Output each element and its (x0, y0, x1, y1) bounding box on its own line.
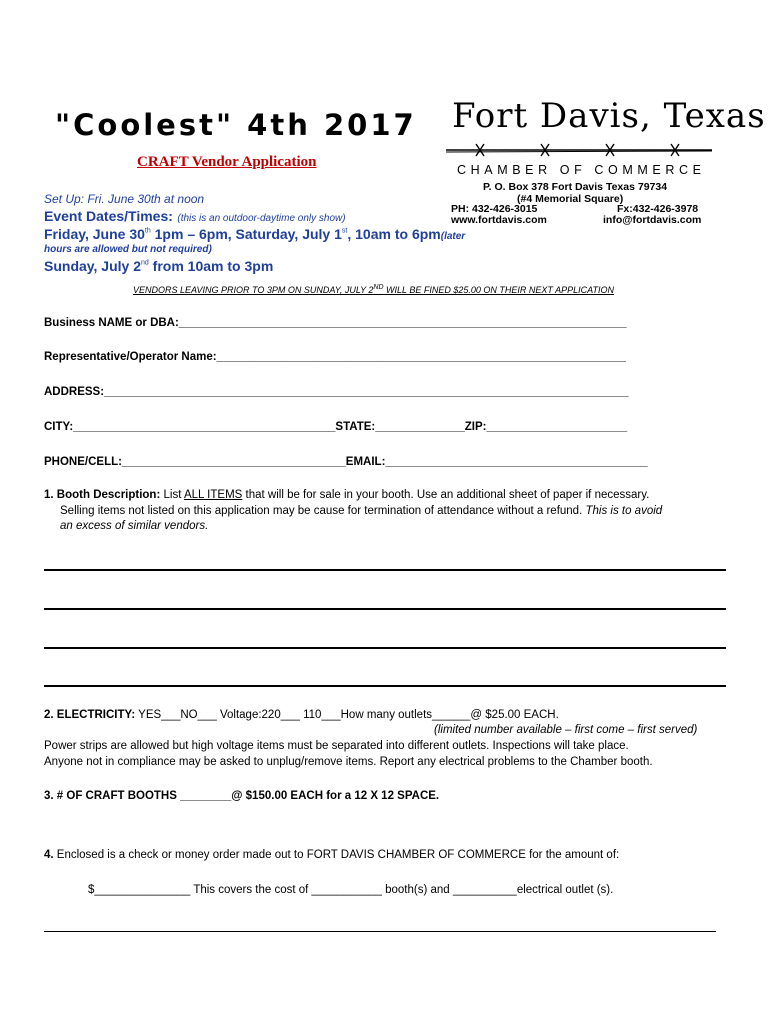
event-line1-b: 1pm – 6pm, Saturday, July 1 (150, 226, 342, 242)
electricity-label: 2. ELECTRICITY: (44, 709, 136, 721)
logo-org: CHAMBER OF COMMERCE (457, 163, 706, 177)
bottom-divider (44, 931, 716, 932)
booth-line2-italic: This is to avoid (585, 505, 663, 517)
address-field[interactable]: ADDRESS:__________________________________________________________________________________ (44, 386, 629, 398)
business-name-field[interactable]: Business NAME or DBA:______________________________________________________________________ (44, 317, 627, 329)
booth-num: 1. (44, 489, 54, 501)
fine-warning-b: WILL BE FINED $25.00 ON THEIR NEXT APPLICATION (383, 285, 614, 295)
electricity-line2: Power strips are allowed but high voltage items must be separated into different outlets. Inspections will take place. (44, 740, 629, 752)
booth-description-line-4[interactable] (44, 685, 726, 687)
electricity-section[interactable] (44, 709, 559, 721)
event-line1-sup1: th (144, 227, 151, 235)
craft-booths-field[interactable]: 3. # OF CRAFT BOOTHS ________@ $150.00 EACH for a 12 X 12 SPACE. (44, 790, 440, 802)
booth-label: Booth Description: (56, 489, 161, 501)
booth-description-line-1[interactable] (44, 569, 726, 571)
booth-description-line-3[interactable] (44, 647, 726, 649)
booth-description-line-2[interactable] (44, 608, 726, 610)
electricity-limited: (limited number available – first come – first served) (434, 724, 698, 736)
fine-warning-sup: ND (373, 284, 384, 291)
barbed-wire-icon (446, 140, 712, 160)
booth-line2 (60, 505, 662, 517)
payment-amount-field[interactable]: $_______________ This covers the cost of ___________ booth(s) and __________electrical outlet (s). (88, 884, 614, 896)
event-line1 (44, 226, 465, 244)
event-line2-b: from 10am to 3pm (148, 258, 274, 274)
booth-description (44, 489, 649, 501)
event-line2-sup: nd (141, 259, 149, 267)
setup-time: Set Up: Fri. June 30th at noon (44, 192, 205, 206)
logo-name: Fort Davis, Texas (452, 96, 766, 136)
logo-email: info@fortdavis.com (603, 214, 702, 226)
logo-phone: PH: 432-426-3015 (451, 203, 538, 215)
payment-section (44, 849, 619, 861)
event-line1-a: Friday, June 30 (44, 226, 145, 242)
event-dates-label: Event Dates/Times: (44, 208, 173, 224)
event-line1-c: , 10am to 6pm (347, 226, 441, 242)
event-line1-note: (later (440, 231, 466, 242)
electricity-line3: Anyone not in compliance may be asked to unplug/remove items. Report any electrical problems to the Chamber booth. (44, 756, 653, 768)
fine-warning (133, 284, 614, 295)
event-title: "Coolest" 4th 2017 (55, 108, 417, 142)
logo-web: www.fortdavis.com (451, 214, 547, 226)
payment-num: 4. (44, 849, 54, 861)
event-dates-note: (this is an outdoor-daytime only show) (177, 213, 346, 224)
booth-line2-text: Selling items not listed on this application may be cause for termination of attendance without a refund. (60, 505, 586, 517)
booth-line3: an excess of similar vendors. (60, 520, 209, 532)
event-line1-note2: hours are allowed but not required) (44, 244, 212, 255)
logo-address1: P. O. Box 378 Fort Davis Texas 79734 (483, 181, 668, 193)
payment-text: Enclosed is a check or money order made out to FORT DAVIS CHAMBER OF COMMERCE for the amount of: (53, 849, 620, 861)
booth-all-items: ALL ITEMS (183, 489, 243, 501)
event-line2-a: Sunday, July 2 (44, 258, 141, 274)
logo-fax: Fx:432-426-3978 (617, 203, 699, 215)
city-state-zip-field[interactable]: CITY:_________________________________________STATE:______________ZIP:______________________ (44, 421, 628, 433)
event-line2 (44, 258, 273, 276)
electricity-text: YES___NO___ Voltage:220___ 110___How many outlets______@ $25.00 EACH. (135, 709, 559, 721)
representative-field[interactable]: Representative/Operator Name:________________________________________________________________ (44, 351, 626, 363)
booth-text-a: List (160, 489, 184, 501)
phone-email-field[interactable]: PHONE/CELL:___________________________________EMAIL:_________________________________________ (44, 456, 648, 468)
event-line1-sup2: st (341, 227, 348, 235)
booth-text-b: that will be for sale in your booth. Use an additional sheet of paper if necessary. (242, 489, 650, 501)
fine-warning-a: VENDORS LEAVING PRIOR TO 3PM ON SUNDAY, JULY 2 (133, 285, 374, 295)
logo-address2: (#4 Memorial Square) (517, 193, 624, 205)
form-subtitle: CRAFT Vendor Application (137, 154, 317, 170)
event-dates (44, 208, 346, 226)
